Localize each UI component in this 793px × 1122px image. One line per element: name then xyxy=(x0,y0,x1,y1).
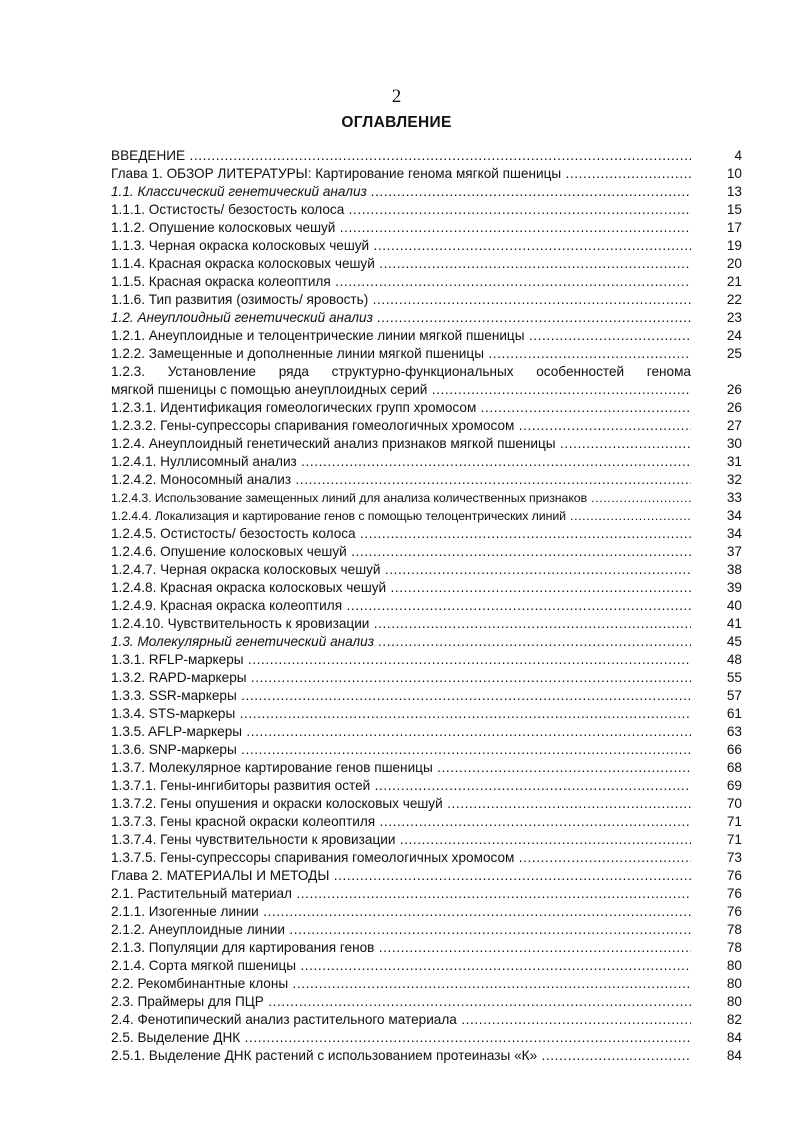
toc-title: Глава 2. МАТЕРИАЛЫ И МЕТОДЫ ..... xyxy=(111,867,691,885)
toc-row xyxy=(111,255,742,273)
toc-page: 26 xyxy=(726,400,742,415)
toc-row xyxy=(111,615,742,633)
toc-row xyxy=(111,867,742,885)
toc-page: 30 xyxy=(726,436,742,451)
toc-row xyxy=(111,849,742,867)
toc-row xyxy=(111,489,742,507)
toc-row xyxy=(111,885,742,903)
toc-page: 78 xyxy=(726,922,742,937)
toc-title: 2.2. Рекомбинантные клоны ..... xyxy=(111,975,691,993)
toc-title: 1.3.7. Молекулярное картирование генов пшеницы ..... xyxy=(111,759,691,777)
toc-row xyxy=(111,471,742,489)
toc-row xyxy=(111,939,742,957)
toc-page: 76 xyxy=(726,904,742,919)
toc-title: 1.2.4.3. Использование замещенных линий для анализа количественных признаков ..... xyxy=(111,489,691,507)
toc-page: 80 xyxy=(726,958,742,973)
toc-row xyxy=(111,543,742,561)
toc-page: 37 xyxy=(726,544,742,559)
toc-row xyxy=(111,291,742,309)
page-title: ОГЛАВЛЕНИЕ xyxy=(341,114,452,131)
toc-row xyxy=(111,525,742,543)
toc-page: 45 xyxy=(726,634,742,649)
toc-title: 1.3.3. SSR-маркеры ..... xyxy=(111,687,691,705)
toc-row xyxy=(111,669,742,687)
toc-title: 2.5.1. Выделение ДНК растений с использованием протеиназы «К» ..... xyxy=(111,1047,691,1065)
toc-row xyxy=(111,813,742,831)
toc-page: 31 xyxy=(726,454,742,469)
toc-row xyxy=(111,435,742,453)
toc-row xyxy=(111,381,742,399)
toc-page: 68 xyxy=(726,760,742,775)
toc-row xyxy=(111,597,742,615)
toc-title: 1.1.2. Опушение колосковых чешуй ..... xyxy=(111,219,691,237)
toc-row xyxy=(111,579,742,597)
toc-title: 1.2.4.6. Опушение колосковых чешуй ..... xyxy=(111,543,691,561)
toc-row xyxy=(111,345,742,363)
toc-title: 1.1.4. Красная окраска колосковых чешуй ..... xyxy=(111,255,691,273)
toc-page: 84 xyxy=(726,1048,742,1063)
toc-page: 39 xyxy=(726,580,742,595)
toc-row xyxy=(111,957,742,975)
toc-title: 1.2.3. Установление ряда структурно-функциональных особенностей генома xyxy=(111,364,691,379)
toc-row xyxy=(111,399,742,417)
toc-row xyxy=(111,147,742,165)
toc-title: 1.2.1. Анеуплоидные и телоцентрические линии мягкой пшеницы ..... xyxy=(111,327,691,345)
toc-page: 20 xyxy=(726,256,742,271)
toc-row xyxy=(111,363,742,381)
toc-page: 34 xyxy=(726,526,742,541)
toc-title: 2.3. Праймеры для ПЦР ..... xyxy=(111,993,691,1011)
toc-title: 1.2.4.10. Чувствительность к яровизации ..... xyxy=(111,615,691,633)
toc-title: 1.3. Молекулярный генетический анализ ..... xyxy=(111,633,691,651)
toc-page: 32 xyxy=(726,472,742,487)
toc-title: 2.1.4. Сорта мягкой пшеницы ..... xyxy=(111,957,691,975)
toc-page: 19 xyxy=(726,238,742,253)
toc-title: 1.2.4.7. Черная окраска колосковых чешуй ..... xyxy=(111,561,691,579)
toc-row xyxy=(111,309,742,327)
toc-page: 23 xyxy=(726,310,742,325)
toc-title: Глава 1. ОБЗОР ЛИТЕРАТУРЫ: Картирование генома мягкой пшеницы ..... xyxy=(111,165,691,183)
toc-title: ВВЕДЕНИЕ ..... xyxy=(111,147,691,165)
toc-title: 1.2.4.5. Остистость/ безостость колоса ..... xyxy=(111,525,691,543)
toc-page: 15 xyxy=(726,202,742,217)
toc-row xyxy=(111,1029,742,1047)
toc-row xyxy=(111,183,742,201)
toc-row xyxy=(111,1011,742,1029)
toc-title: 1.1. Классический генетический анализ ..... xyxy=(111,183,691,201)
toc-page: 26 xyxy=(726,382,742,397)
toc-title: 2.1.1. Изогенные линии ..... xyxy=(111,903,691,921)
toc-title: 1.2.4.8. Красная окраска колосковых чешуй ..... xyxy=(111,579,691,597)
toc-row xyxy=(111,219,742,237)
toc-page: 27 xyxy=(726,418,742,433)
toc-title: 1.2. Анеуплоидный генетический анализ ..... xyxy=(111,309,691,327)
toc-page: 71 xyxy=(726,832,742,847)
toc-title: 2.4. Фенотипический анализ растительного материала ..... xyxy=(111,1011,691,1029)
toc-title: 1.3.2. RAPD-маркеры ..... xyxy=(111,669,691,687)
toc-row xyxy=(111,831,742,849)
toc-row xyxy=(111,237,742,255)
toc-title: 1.3.7.2. Гены опушения и окраски колосковых чешуй ..... xyxy=(111,795,691,813)
table-of-contents xyxy=(111,147,742,1065)
toc-row xyxy=(111,723,742,741)
page-number: 2 xyxy=(391,86,402,107)
toc-page: 48 xyxy=(726,652,742,667)
toc-title: 1.2.2. Замещенные и дополненные линии мягкой пшеницы ..... xyxy=(111,345,691,363)
toc-page: 22 xyxy=(726,292,742,307)
toc-page: 78 xyxy=(726,940,742,955)
toc-title: 1.2.4.2. Моносомный анализ ..... xyxy=(111,471,691,489)
toc-page: 70 xyxy=(726,796,742,811)
toc-title: 1.2.4.1. Нуллисомный анализ ..... xyxy=(111,453,691,471)
toc-title: 2.1. Растительный материал ..... xyxy=(111,885,691,903)
toc-page: 24 xyxy=(726,328,742,343)
toc-page: 21 xyxy=(726,274,742,289)
toc-page: 10 xyxy=(726,166,742,181)
toc-row xyxy=(111,687,742,705)
toc-page: 13 xyxy=(726,184,742,199)
toc-page: 38 xyxy=(726,562,742,577)
toc-row xyxy=(111,777,742,795)
toc-page: 17 xyxy=(726,220,742,235)
toc-row xyxy=(111,273,742,291)
toc-row xyxy=(111,993,742,1011)
toc-page: 57 xyxy=(726,688,742,703)
toc-row xyxy=(111,903,742,921)
toc-page: 4 xyxy=(734,148,742,163)
toc-row xyxy=(111,165,742,183)
toc-page: 71 xyxy=(726,814,742,829)
toc-row xyxy=(111,1047,742,1065)
toc-page: 82 xyxy=(726,1012,742,1027)
toc-title: 1.3.7.5. Гены-супрессоры спаривания гомеологичных хромосом ..... xyxy=(111,849,691,867)
toc-title: 2.5. Выделение ДНК ..... xyxy=(111,1029,691,1047)
toc-title: 1.2.4. Анеуплоидный генетический анализ признаков мягкой пшеницы ..... xyxy=(111,435,691,453)
toc-page: 69 xyxy=(726,778,742,793)
toc-page: 41 xyxy=(726,616,742,631)
toc-title: 1.3.7.4. Гены чувствительности к яровизации ..... xyxy=(111,831,691,849)
toc-title: 1.3.7.1. Гены-ингибиторы развития остей ..... xyxy=(111,777,691,795)
toc-page: 80 xyxy=(726,976,742,991)
toc-title: 2.1.2. Анеуплоидные линии ..... xyxy=(111,921,691,939)
toc-title: 2.1.3. Популяции для картирования генов ..... xyxy=(111,939,691,957)
toc-page: 25 xyxy=(726,346,742,361)
toc-page: 61 xyxy=(726,706,742,721)
toc-row xyxy=(111,201,742,219)
toc-row xyxy=(111,561,742,579)
toc-row xyxy=(111,921,742,939)
toc-title: мягкой пшеницы с помощью анеуплоидных серий ..... xyxy=(111,381,691,399)
toc-row xyxy=(111,975,742,993)
toc-row xyxy=(111,705,742,723)
toc-title: 1.1.3. Черная окраска колосковых чешуй ..... xyxy=(111,237,691,255)
toc-row xyxy=(111,417,742,435)
toc-page: 63 xyxy=(726,724,742,739)
toc-title: 1.3.6. SNP-маркеры ..... xyxy=(111,741,691,759)
toc-page: 34 xyxy=(726,508,742,523)
toc-page: 66 xyxy=(726,742,742,757)
toc-row xyxy=(111,507,742,525)
toc-page: 73 xyxy=(726,850,742,865)
toc-row xyxy=(111,651,742,669)
toc-title: 1.3.5. AFLP-маркеры ..... xyxy=(111,723,691,741)
toc-row xyxy=(111,795,742,813)
toc-row xyxy=(111,327,742,345)
toc-title: 1.3.1. RFLP-маркеры ..... xyxy=(111,651,691,669)
toc-page: 33 xyxy=(726,490,742,505)
toc-title: 1.2.3.2. Гены-супрессоры спаривания гомеологичных хромосом ..... xyxy=(111,417,691,435)
toc-title: 1.1.1. Остистость/ безостость колоса ..... xyxy=(111,201,691,219)
toc-title: 1.2.4.9. Красная окраска колеоптиля ..... xyxy=(111,597,691,615)
toc-title: 1.2.3.1. Идентификация гомеологических групп хромосом ..... xyxy=(111,399,691,417)
toc-page: 84 xyxy=(726,1030,742,1045)
toc-title: 1.3.7.3. Гены красной окраски колеоптиля ..... xyxy=(111,813,691,831)
toc-page: 76 xyxy=(726,868,742,883)
toc-page: 76 xyxy=(726,886,742,901)
toc-row xyxy=(111,741,742,759)
toc-title: 1.3.4. STS-маркеры ..... xyxy=(111,705,691,723)
toc-row xyxy=(111,453,742,471)
toc-row xyxy=(111,633,742,651)
toc-title: 1.1.6. Тип развития (озимость/ яровость) ..... xyxy=(111,291,691,309)
toc-page: 80 xyxy=(726,994,742,1009)
toc-row xyxy=(111,759,742,777)
toc-page: 40 xyxy=(726,598,742,613)
toc-page: 55 xyxy=(726,670,742,685)
toc-title: 1.2.4.4. Локализация и картирование генов с помощью телоцентрических линий ..... xyxy=(111,507,691,525)
toc-title: 1.1.5. Красная окраска колеоптиля ..... xyxy=(111,273,691,291)
